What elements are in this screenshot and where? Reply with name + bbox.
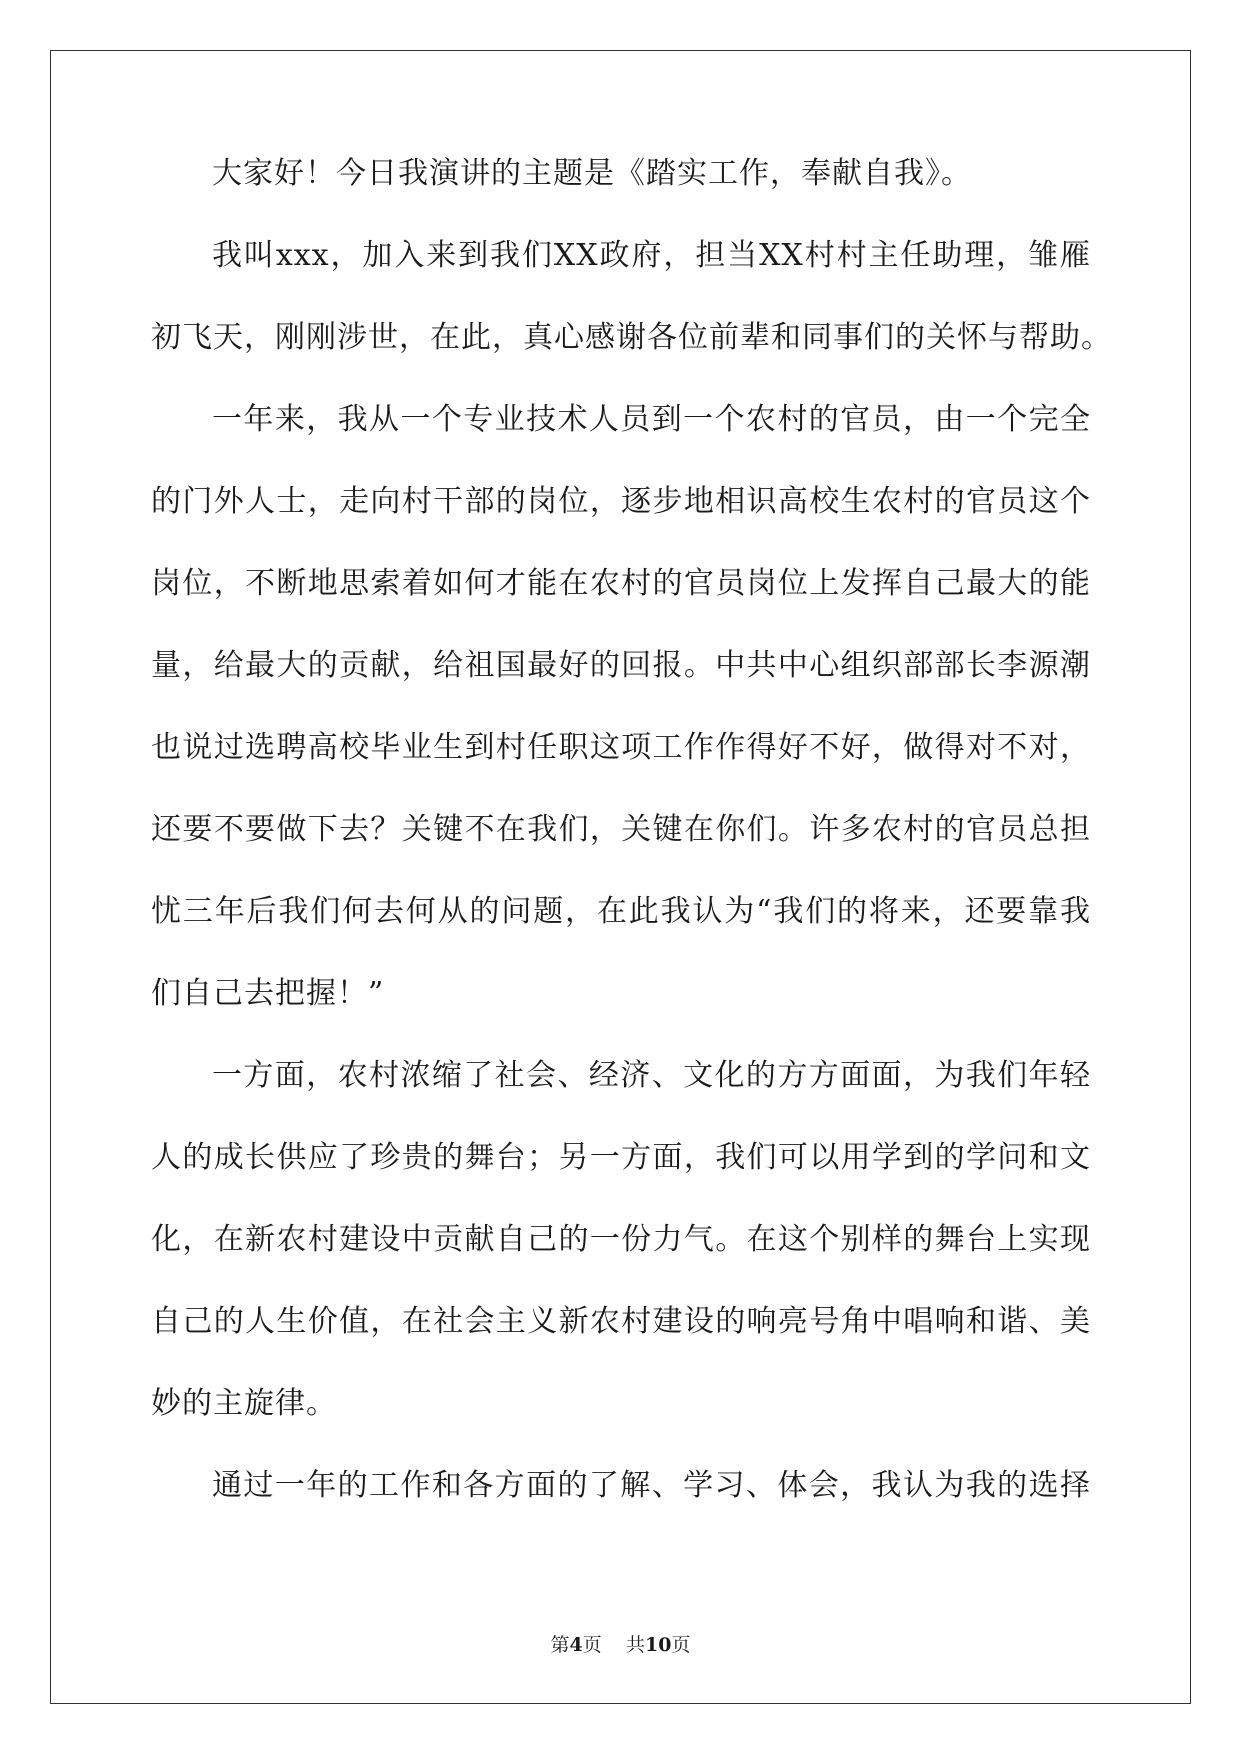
footer-page-number: 4	[569, 1634, 583, 1656]
text-line: 岗位，不断地思索着如何才能在农村的官员岗位上发挥自己最大的能	[151, 566, 1091, 601]
document-body	[151, 155, 1112, 1549]
footer-total-suffix: 页	[671, 1634, 691, 1656]
text-line: 量，给最大的贡献，给祖国最好的回报。中共中心组织部部长李源潮	[151, 648, 1091, 683]
text-line: 自己的人生价值，在社会主义新农村建设的响亮号角中唱响和谐、美	[151, 1304, 1091, 1339]
footer-total-pages: 10	[644, 1634, 672, 1656]
text-line: 还要不要做下去？关键不在我们，关键在你们。许多农村的官员总担	[151, 812, 1091, 847]
footer-page-suffix: 页	[582, 1634, 602, 1656]
text-line: 我叫xxx，加入来到我们XX政府，担当XX村村主任助理，雏雁	[212, 238, 1091, 273]
text-line: 忧三年后我们何去何从的问题，在此我认为“我们的将来，还要靠我	[151, 894, 1091, 929]
text-line: 大家好！今日我演讲的主题是《踏实工作，奉献自我》。	[212, 156, 972, 191]
text-line: 一方面，农村浓缩了社会、经济、文化的方方面面，为我们年轻	[212, 1058, 1091, 1093]
footer-prefix: 第	[550, 1634, 570, 1656]
page-footer	[0, 1633, 1241, 1657]
text-line: 一年来，我从一个专业技术人员到一个农村的官员，由一个完全	[212, 402, 1091, 437]
text-line: 人的成长供应了珍贵的舞台；另一方面，我们可以用学到的学问和文	[151, 1140, 1091, 1175]
text-line: 也说过选聘高校毕业生到村任职这项工作作得好不好，做得对不对，	[151, 730, 1091, 765]
text-line: 们自己去把握！”	[151, 976, 385, 1011]
text-line: 的门外人士，走向村干部的岗位，逐步地相识高校生农村的官员这个	[151, 484, 1091, 519]
text-line: 化，在新农村建设中贡献自己的一份力气。在这个别样的舞台上实现	[151, 1222, 1091, 1257]
footer-total-prefix: 共	[625, 1634, 645, 1656]
text-line: 通过一年的工作和各方面的了解、学习、体会，我认为我的选择	[212, 1468, 1091, 1503]
text-line: 初飞天，刚刚涉世，在此，真心感谢各位前辈和同事们的关怀与帮助。	[151, 320, 1112, 355]
text-line: 妙的主旋律。	[151, 1386, 337, 1421]
